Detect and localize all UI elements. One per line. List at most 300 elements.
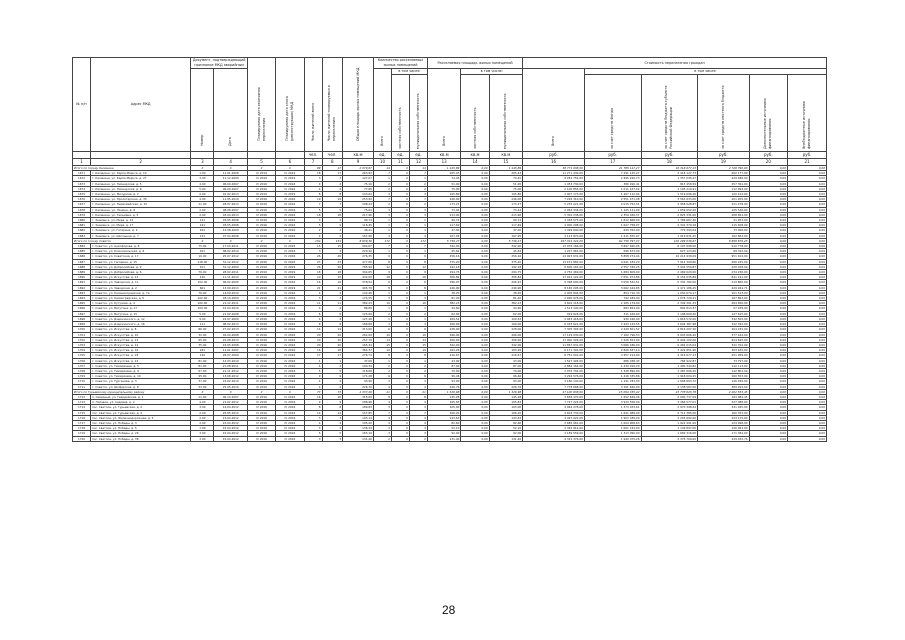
table-cell: 0,00: [749, 254, 788, 259]
table-cell: 0,00: [788, 384, 827, 389]
table-cell: 8 751 041,00: [523, 353, 585, 358]
table-cell: 1 918 004,25: [641, 374, 698, 379]
table-cell: 3 113 870,00: [523, 233, 585, 238]
table-cell: 38,20: [427, 290, 460, 295]
table-cell: 7: [409, 244, 427, 249]
group-value-cell: 0,00: [788, 238, 827, 243]
table-cell: 4: [304, 384, 322, 389]
table-cell: 15: [373, 342, 391, 347]
table-cell: IV 2016: [247, 415, 275, 420]
table-cell: 8: [304, 322, 322, 327]
table-cell: 10: [304, 275, 322, 280]
table-cell: 10: [373, 301, 391, 306]
table-cell: IV 2019: [276, 171, 304, 176]
table-cell: 81,40: [489, 296, 522, 301]
table-cell: 1681: [73, 223, 91, 228]
table-cell: 1: [373, 306, 391, 311]
table-cell: 4.00: [191, 400, 214, 405]
table-cell: 0: [391, 192, 409, 197]
table-cell: 192,18: [427, 264, 460, 269]
table-cell: 377 442,00: [698, 332, 749, 337]
group-value-cell: 21: [373, 389, 391, 394]
table-cell: 0,00: [749, 285, 788, 290]
table-cell: 4: [322, 316, 343, 321]
table-cell: 7: [373, 410, 391, 415]
table-cell: 7 226 813,00: [584, 337, 641, 342]
unit-cell: [91, 152, 191, 159]
table-cell: 0,00: [461, 259, 489, 264]
table-cell: г. Советск, ул. Искусства, д. 10: [91, 332, 191, 337]
table-cell: 18: [304, 171, 322, 176]
table-cell: 4 321 376,00: [523, 436, 585, 441]
table-cell: 1: [409, 316, 427, 321]
table-cell: 1 105 210,91: [641, 186, 698, 191]
table-cell: 161: [191, 228, 214, 233]
table-cell: 246,90: [427, 285, 460, 290]
table-cell: 0,00: [461, 181, 489, 186]
table-cell: 9: [304, 400, 322, 405]
table-cell: 21.08.2011: [214, 363, 247, 368]
table-cell: 1: [409, 358, 427, 363]
table-cell: 1: [304, 358, 322, 363]
table-cell: 11 857 031,00: [523, 342, 585, 347]
table-cell: 102.00: [191, 280, 214, 285]
table-cell: 4: [409, 233, 427, 238]
table-cell: IV 2016: [276, 311, 304, 316]
header-cost-all: Всего: [523, 69, 585, 152]
table-cell: 7 305 303,00: [523, 327, 585, 332]
table-cell: 4 138 587,00: [641, 384, 698, 389]
table-cell: 3 418 127,73: [641, 171, 698, 176]
table-cell: 0,00: [749, 233, 788, 238]
table-cell: 1686: [73, 254, 91, 259]
table-cell: 03.05.2008: [214, 223, 247, 228]
table-cell: 3: [373, 405, 391, 410]
table-cell: 33.00: [191, 384, 214, 389]
table-cell: 0: [391, 176, 409, 181]
table-cell: 5 302 238,00: [523, 212, 585, 217]
table-cell: 165,34: [343, 342, 374, 347]
table-cell: г. Калинина, ул. Пионерская, д. 6: [91, 186, 191, 191]
table-cell: IV 2019: [247, 176, 275, 181]
table-cell: IV 2016: [247, 306, 275, 311]
group-value-cell: 73: [322, 389, 343, 394]
table-cell: 107,95: [489, 233, 522, 238]
table-body: [73, 166, 827, 442]
table-cell: 11.00: [191, 394, 214, 399]
table-cell: 7: [409, 171, 427, 176]
table-cell: 6: [409, 280, 427, 285]
table-cell: 1 487 606,45: [641, 368, 698, 373]
column-number-cell: 3: [191, 159, 214, 166]
table-cell: 43,00: [489, 358, 522, 363]
table-cell: 4: [304, 379, 322, 384]
table-cell: 2.00: [191, 192, 214, 197]
table-cell: 0,00: [461, 327, 489, 332]
table-cell: 0: [391, 228, 409, 233]
table-cell: 1 684 609,00: [584, 270, 641, 275]
column-number-cell: 11: [391, 159, 409, 166]
table-cell: 1 453 730,00: [523, 181, 585, 186]
table-cell: 0,00: [749, 368, 788, 373]
table-cell: 08.08.2007: [214, 207, 247, 212]
table-cell: 18: [304, 212, 322, 217]
table-cell: 9: [373, 254, 391, 259]
table-cell: 0: [391, 405, 409, 410]
table-cell: IV 2016: [276, 244, 304, 249]
table-cell: 1 050 074,17: [641, 290, 698, 295]
unit-cell: ед.: [373, 152, 391, 159]
table-cell: г. Советск, ул. Тимирязева, д. 9: [91, 368, 191, 373]
header-fund-fsr: за счет средств Фонда: [584, 75, 641, 152]
table-cell: 01.02.2013: [214, 192, 247, 197]
table-cell: 189,83: [343, 405, 374, 410]
table-cell: 96,46: [489, 374, 522, 379]
table-cell: 389 493,00: [698, 384, 749, 389]
table-cell: 1720: [73, 436, 91, 441]
table-cell: IV 2016: [247, 379, 275, 384]
table-cell: 0,00: [749, 218, 788, 223]
table-cell: 306,00: [489, 337, 522, 342]
table-cell: 0: [391, 270, 409, 275]
table-cell: 0: [391, 280, 409, 285]
table-cell: 1 191 783,00: [584, 379, 641, 384]
table-cell: 0,00: [788, 306, 827, 311]
table-cell: 2: [409, 181, 427, 186]
table-cell: 118.00: [191, 259, 214, 264]
table-cell: 0,00: [461, 254, 489, 259]
table-cell: 4 602 118,00: [523, 301, 585, 306]
table-cell: 120: [191, 353, 214, 358]
table-cell: 62,00: [489, 311, 522, 316]
unit-cell: [73, 152, 91, 159]
table-cell: 7 291 125,27: [584, 171, 641, 176]
table-cell: 1 373 933,61: [584, 405, 641, 410]
table-cell: 7 778 668,00: [523, 384, 585, 389]
table-cell: 1687: [73, 259, 91, 264]
table-cell: 0,00: [461, 197, 489, 202]
table-cell: 37.00: [191, 379, 214, 384]
table-cell: 25.07.2012: [214, 254, 247, 259]
table-cell: 9: [322, 400, 343, 405]
table-cell: 6 464 015,04: [641, 342, 698, 347]
table-row: [73, 436, 827, 441]
table-cell: 1701: [73, 332, 91, 337]
table-cell: 4.00: [191, 181, 214, 186]
table-cell: 10: [409, 332, 427, 337]
table-cell: 0,00: [788, 285, 827, 290]
table-cell: 93,90: [343, 379, 374, 384]
table-cell: 0,00: [749, 337, 788, 342]
table-cell: 0: [391, 290, 409, 295]
table-cell: 7: [322, 202, 343, 207]
table-cell: 95.00: [191, 337, 214, 342]
table-cell: 342,00: [427, 342, 460, 347]
table-cell: 8: [409, 259, 427, 264]
table-cell: IV 2016: [276, 218, 304, 223]
table-cell: 4 603 730,00: [523, 410, 585, 415]
table-cell: 4: [304, 363, 322, 368]
group-value-cell: 1 326,98: [489, 389, 522, 394]
table-cell: 57 978,00: [698, 306, 749, 311]
table-cell: 0,00: [788, 280, 827, 285]
table-cell: 1: [409, 223, 427, 228]
table-cell: 3 466 577,01: [641, 400, 698, 405]
table-cell: 0,00: [788, 415, 827, 420]
table-cell: 686 038,43: [584, 358, 641, 363]
table-cell: 8: [409, 353, 427, 358]
table-cell: 115 408,00: [698, 223, 749, 228]
header-area-group: Расселяемая площадь жилых помещений: [427, 58, 522, 69]
group-value-cell: 64 756 797,37: [584, 238, 641, 243]
table-cell: 06.02.2009: [214, 280, 247, 285]
table-cell: г. Советск, ул. Искусства, д. 14: [91, 342, 191, 347]
table-cell: 4: [304, 306, 322, 311]
table-cell: 2 165 179,00: [584, 301, 641, 306]
table-cell: 1696: [73, 306, 91, 311]
table-cell: 2 825 331,00: [641, 212, 698, 217]
table-cell: 0,00: [749, 270, 788, 275]
table-cell: 1 357 045,27: [641, 176, 698, 181]
table-cell: 8: [373, 394, 391, 399]
table-cell: г. Советск, ул. Дзержинского, д. 16: [91, 322, 191, 327]
table-cell: 4: [322, 290, 343, 295]
table-cell: 3: [373, 322, 391, 327]
table-cell: 03.04.2013: [214, 212, 247, 217]
table-cell: 1678: [73, 207, 91, 212]
table-cell: 174,55: [343, 296, 374, 301]
table-cell: 17: [322, 171, 343, 176]
table-cell: 1714: [73, 405, 91, 410]
table-cell: 4: [373, 420, 391, 425]
table-cell: 0,00: [461, 436, 489, 441]
table-cell: 256,16: [427, 254, 460, 259]
table-cell: 630 763,00: [584, 228, 641, 233]
table-cell: 220 168,00: [698, 264, 749, 269]
column-number-row: [73, 159, 827, 166]
table-cell: 4: [373, 233, 391, 238]
page-number: 28: [442, 603, 456, 617]
table-cell: 03.05.2008: [214, 218, 247, 223]
table-cell: 3: [409, 431, 427, 436]
table-cell: 0,00: [461, 301, 489, 306]
table-cell: 0,00: [788, 316, 827, 321]
table-cell: 0,00: [788, 301, 827, 306]
table-cell: 15.04.2012: [214, 426, 247, 431]
table-cell: 82,60: [427, 420, 460, 425]
table-cell: 0: [391, 342, 409, 347]
table-cell: пос. Светлое, ул. Гурьевская, д. 4: [91, 410, 191, 415]
table-cell: IV 2016: [247, 244, 275, 249]
table-cell: 162 663,00: [698, 233, 749, 238]
table-cell: 1 001 232,00: [584, 426, 641, 431]
group-value-cell: 197 344 324,00: [523, 238, 585, 243]
table-cell: 9: [409, 270, 427, 275]
table-cell: IV 2016: [247, 228, 275, 233]
table-cell: 0,00: [788, 259, 827, 264]
table-cell: 228,00: [489, 327, 522, 332]
table-cell: 1 922 491,00: [641, 420, 698, 425]
table-cell: 0,00: [461, 379, 489, 384]
table-cell: 429 486,00: [698, 176, 749, 181]
table-cell: 0,00: [788, 436, 827, 441]
table-cell: IV 2019: [276, 270, 304, 275]
table-cell: 109,52: [489, 316, 522, 321]
table-cell: 3: [322, 296, 343, 301]
table-cell: 1718: [73, 426, 91, 431]
table-cell: 1675: [73, 192, 91, 197]
table-cell: 0,00: [749, 415, 788, 420]
table-cell: 9 003 606,20: [641, 332, 698, 337]
header-residents-resettle: Число жителей планируемых к переселению: [322, 58, 343, 152]
table-cell: IV 2016: [276, 249, 304, 254]
table-cell: 0,00: [749, 311, 788, 316]
table-cell: 5: [322, 368, 343, 373]
table-cell: 1 940 075,26: [584, 436, 641, 441]
table-cell: 26.07.2009: [214, 353, 247, 358]
table-cell: IV 2016: [276, 296, 304, 301]
table-cell: г. Советск, ул. Калининградская, д. 7а: [91, 290, 191, 295]
table-cell: 213,90: [489, 212, 522, 217]
table-cell: 3: [409, 192, 427, 197]
column-number-cell: 8: [322, 159, 343, 166]
table-cell: 342 392,00: [698, 322, 749, 327]
table-cell: IV 2016: [247, 290, 275, 295]
table-cell: 0,00: [749, 275, 788, 280]
table-cell: 0,00: [788, 290, 827, 295]
table-cell: 0,00: [461, 233, 489, 238]
group-value-cell: 47 100 638,00: [523, 389, 585, 394]
table-cell: IV 2016: [276, 374, 304, 379]
table-cell: 1: [409, 249, 427, 254]
table-cell: 0,00: [749, 322, 788, 327]
table-cell: 15.04.2012: [214, 420, 247, 425]
table-cell: IV 2016: [247, 223, 275, 228]
table-cell: 3: [322, 218, 343, 223]
table-cell: 2: [304, 228, 322, 233]
table-cell: 26: [322, 264, 343, 269]
table-cell: 0,00: [749, 244, 788, 249]
header-fund-extra: Дополнительные источники финансирования: [749, 75, 788, 152]
table-cell: 0: [391, 394, 409, 399]
table-cell: 1 641 989,00: [584, 410, 641, 415]
table-cell: 1691: [73, 280, 91, 285]
table-cell: 0: [391, 348, 409, 353]
table-cell: 14: [322, 327, 343, 332]
table-cell: 0,00: [461, 405, 489, 410]
table-cell: 21: [322, 285, 343, 290]
table-cell: IV 2016: [247, 254, 275, 259]
table-cell: пос. Светлое, ул. Победы, д. 38: [91, 436, 191, 441]
table-cell: 75,00: [489, 186, 522, 191]
group-value-cell: 0,00: [461, 389, 489, 394]
table-cell: 03.10.2009: [214, 296, 247, 301]
table-cell: 0,00: [749, 436, 788, 441]
table-cell: 0,00: [788, 264, 827, 269]
table-cell: IV 2016: [247, 348, 275, 353]
table-cell: 0,00: [461, 244, 489, 249]
unit-cell: ед.: [391, 152, 409, 159]
table-cell: 0: [391, 244, 409, 249]
table-cell: 4 816 207,26: [641, 327, 698, 332]
table-cell: 31.12.2009: [214, 264, 247, 269]
table-cell: 19: [304, 197, 322, 202]
unit-cell: [247, 152, 275, 159]
table-cell: 375,20: [427, 259, 460, 264]
table-cell: 2: [373, 311, 391, 316]
table-cell: 118,45: [343, 223, 374, 228]
table-cell: 11.05.2010: [214, 197, 247, 202]
table-cell: 13.08.2012: [214, 374, 247, 379]
table-cell: IV 2016: [247, 181, 275, 186]
table-cell: 100.00: [191, 301, 214, 306]
table-cell: 1689: [73, 270, 91, 275]
table-cell: 28.02.2011: [214, 270, 247, 275]
table-cell: г. Советск, ул. Комсомольская, д. 6: [91, 249, 191, 254]
table-cell: 15.04.2012: [214, 431, 247, 436]
table-cell: 28.07.2013: [214, 202, 247, 207]
table-cell: 0: [391, 384, 409, 389]
group-value-cell: X: [191, 238, 214, 243]
table-cell: IV 2016: [276, 405, 304, 410]
table-cell: 0: [391, 353, 409, 358]
table-cell: IV 2019: [247, 275, 275, 280]
table-cell: 87,00: [427, 363, 460, 368]
table-cell: 15.02.2010: [214, 379, 247, 384]
table-cell: 10: [373, 348, 391, 353]
table-cell: 23: [304, 259, 322, 264]
table-cell: г. Калинина, ул. Первомайская, д. 15: [91, 202, 191, 207]
table-cell: 18: [409, 275, 427, 280]
unit-cell: кв.м: [343, 152, 374, 159]
table-cell: 2 712 385,00: [641, 410, 698, 415]
table-cell: 0,00: [788, 192, 827, 197]
table-cell: 11.12.2009: [214, 176, 247, 181]
table-cell: IV 2016: [247, 420, 275, 425]
group-value-cell: 14: [409, 166, 427, 171]
table-cell: 1685: [73, 249, 91, 254]
table-cell: 47,00: [489, 228, 522, 233]
table-cell: 0,00: [461, 212, 489, 217]
table-cell: 0,00: [788, 358, 827, 363]
table-cell: 1708: [73, 368, 91, 373]
table-cell: 364,37: [343, 348, 374, 353]
table-cell: 198,24: [343, 202, 374, 207]
table-cell: 296,97: [489, 280, 522, 285]
group-value-cell: 1 445,89: [427, 166, 460, 171]
table-cell: 477,06: [343, 259, 374, 264]
table-cell: 924 625,00: [698, 337, 749, 342]
table-cell: 21 953,00: [698, 218, 749, 223]
table-cell: 264 656,00: [698, 301, 749, 306]
table-cell: г. Знаменск, ул. Мира, д. 15: [91, 218, 191, 223]
table-cell: 157,85: [343, 410, 374, 415]
table-cell: 0: [391, 233, 409, 238]
table-cell: г. Советск, ул. Искусства, д. 23: [91, 275, 191, 280]
table-cell: IV 2016: [276, 327, 304, 332]
table-cell: IV 2016: [276, 363, 304, 368]
table-cell: 4 000 298,00: [523, 223, 585, 228]
table-cell: 3 180 140,00: [523, 379, 585, 384]
unit-cell: руб.: [698, 152, 749, 159]
table-cell: 93,00: [489, 379, 522, 384]
table-cell: 14.03.2010: [214, 358, 247, 363]
table-cell: 10: [409, 301, 427, 306]
table-cell: 0: [391, 296, 409, 301]
table-cell: 246,00: [427, 197, 460, 202]
table-cell: IV 2016: [276, 301, 304, 306]
group-value-cell: 5 736,47: [427, 238, 460, 243]
